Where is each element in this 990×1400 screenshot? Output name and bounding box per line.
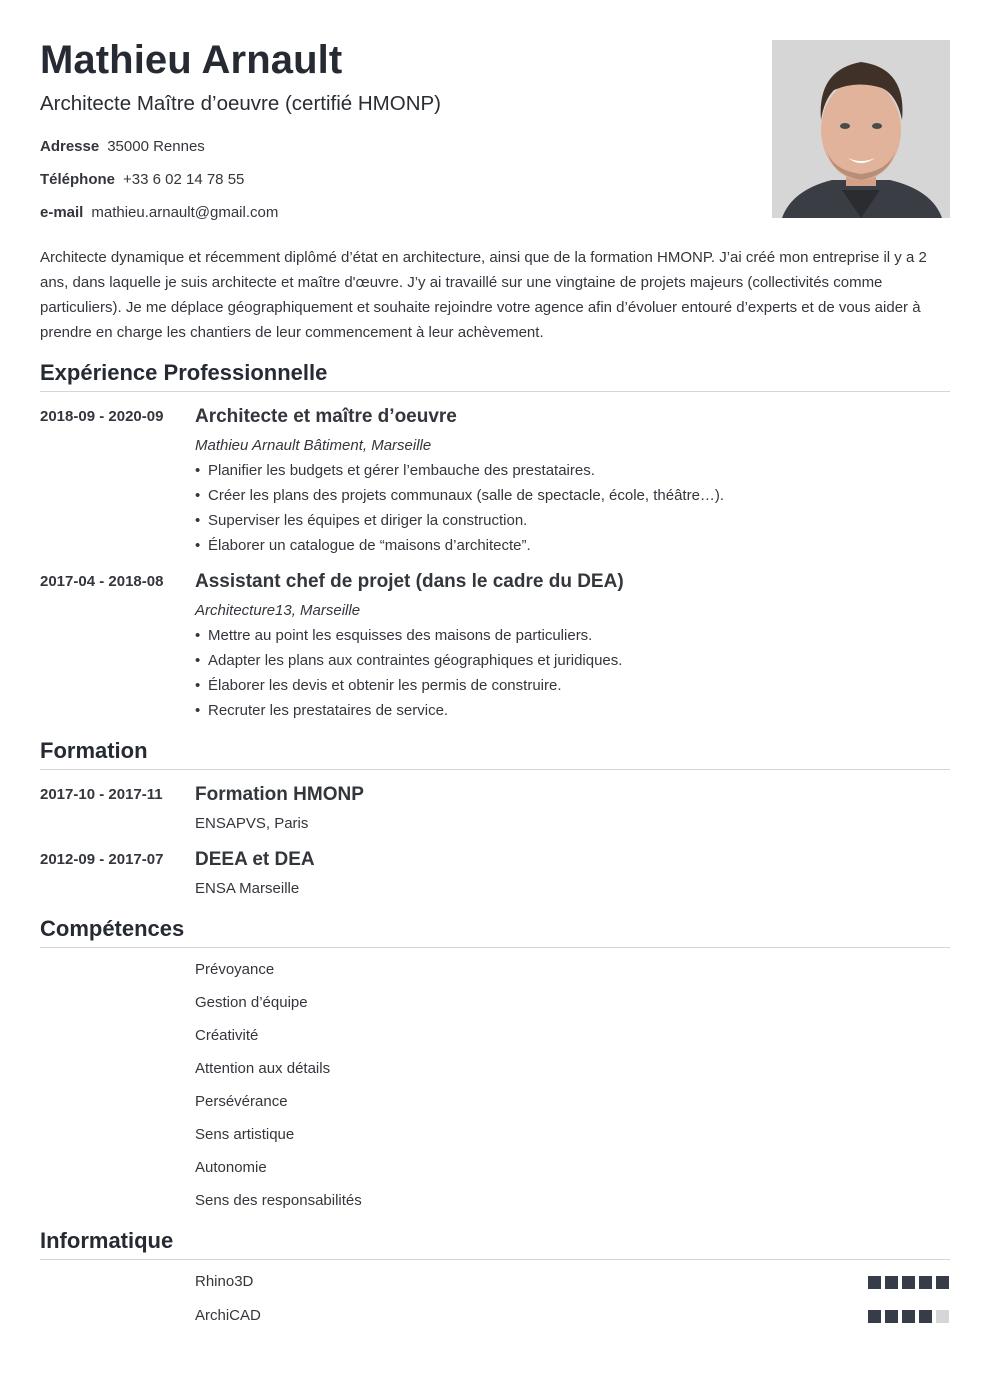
list-item-text: Recruter les prestataires de service. xyxy=(208,702,449,719)
contact-address xyxy=(40,138,205,156)
list-item xyxy=(195,673,950,698)
section-heading-education: Formation xyxy=(40,738,950,770)
rating-square-filled-icon xyxy=(902,1310,915,1323)
skill-item: Sens des responsabilités xyxy=(195,1192,362,1209)
bullet-icon: • xyxy=(195,487,201,504)
list-item-text: Superviser les équipes et diriger la construction. xyxy=(208,512,528,529)
list-item-text: Adapter les plans aux contraintes géographiques et juridiques. xyxy=(208,652,623,669)
entry-date: 2017-04 - 2018-08 xyxy=(40,573,164,590)
skill-item: Autonomie xyxy=(195,1159,267,1176)
list-item-text: Créer les plans des projets communaux (salle de spectacle, école, théâtre…). xyxy=(208,487,725,504)
contact-phone xyxy=(40,171,244,189)
contact-label: Adresse xyxy=(40,138,100,155)
entry-school: ENSAPVS, Paris xyxy=(195,815,309,832)
skill-item: Prévoyance xyxy=(195,961,275,978)
software-item xyxy=(195,1273,950,1291)
bullet-icon: • xyxy=(195,652,201,669)
software-name: ArchiCAD xyxy=(195,1307,261,1324)
candidate-name: Mathieu Arnault xyxy=(40,38,343,82)
contact-value: 35000 Rennes xyxy=(107,138,205,155)
entry-body xyxy=(195,783,950,836)
entry-company: Mathieu Arnault Bâtiment, Marseille xyxy=(195,437,432,454)
portrait-icon xyxy=(772,40,950,218)
bullet-icon: • xyxy=(195,677,201,694)
list-item xyxy=(195,698,950,723)
list-item xyxy=(195,458,950,483)
contact-label: Téléphone xyxy=(40,171,116,188)
entry-bullets xyxy=(195,458,950,558)
entry-date: 2018-09 - 2020-09 xyxy=(40,408,164,425)
rating-square-filled-icon xyxy=(902,1276,915,1289)
software-item xyxy=(195,1307,950,1325)
contact-value: +33 6 02 14 78 55 xyxy=(123,171,245,188)
bullet-icon: • xyxy=(195,537,201,554)
skill-item: Persévérance xyxy=(195,1093,288,1110)
rating-square-filled-icon xyxy=(868,1310,881,1323)
skill-item: Gestion d’équipe xyxy=(195,994,308,1011)
bullet-icon: • xyxy=(195,702,201,719)
list-item-text: Planifier les budgets et gérer l’embauche des prestataires. xyxy=(208,462,595,479)
rating-square-filled-icon xyxy=(868,1276,881,1289)
bullet-icon: • xyxy=(195,512,201,529)
rating-square-filled-icon xyxy=(885,1310,898,1323)
skill-rating xyxy=(868,1310,949,1323)
software-name: Rhino3D xyxy=(195,1273,254,1290)
rating-square-filled-icon xyxy=(936,1276,949,1289)
bullet-icon: • xyxy=(195,462,201,479)
entry-bullets xyxy=(195,623,950,723)
entry-degree: DEEA et DEA xyxy=(195,849,315,870)
resume-header xyxy=(40,0,950,235)
rating-square-empty-icon xyxy=(936,1310,949,1323)
section-heading-software: Informatique xyxy=(40,1228,950,1260)
list-item xyxy=(195,648,950,673)
list-item-text: Élaborer les devis et obtenir les permis de construire. xyxy=(208,677,562,694)
contact-email xyxy=(40,204,278,222)
entry-body xyxy=(195,405,950,558)
candidate-title: Architecte Maître d’oeuvre (certifié HMONP) xyxy=(40,92,442,115)
entry-body xyxy=(195,570,950,723)
entry-role: Architecte et maître d’oeuvre xyxy=(195,406,457,427)
section-heading-skills: Compétences xyxy=(40,916,950,948)
entry-school: ENSA Marseille xyxy=(195,880,300,897)
contact-label: e-mail xyxy=(40,204,84,221)
rating-square-filled-icon xyxy=(885,1276,898,1289)
rating-square-filled-icon xyxy=(919,1310,932,1323)
list-item xyxy=(195,623,950,648)
resume-page xyxy=(40,0,950,1324)
profile-photo xyxy=(772,40,950,218)
bullet-icon: • xyxy=(195,627,201,644)
skill-item: Sens artistique xyxy=(195,1126,295,1143)
entry-date: 2017-10 - 2017-11 xyxy=(40,786,163,803)
entry-body xyxy=(195,848,950,901)
list-item xyxy=(195,508,950,533)
rating-square-filled-icon xyxy=(919,1276,932,1289)
skill-rating xyxy=(868,1276,949,1289)
entry-company: Architecture13, Marseille xyxy=(195,602,361,619)
list-item xyxy=(195,483,950,508)
list-item-text: Élaborer un catalogue de “maisons d’architecte”. xyxy=(208,537,531,554)
section-heading-experience: Expérience Professionnelle xyxy=(40,360,950,392)
entry-date: 2012-09 - 2017-07 xyxy=(40,851,164,868)
profile-summary: Architecte dynamique et récemment diplômé d’état en architecture, ainsi que de la formation HMONP. J’ai créé mon entreprise il y a 2 ans, dans laquelle je suis architecte et maître d'œuvre. J’y ai travaillé sur une vingtaine de projets majeurs (collectivités comme particuliers). Je me déplace géographiquement et souhaite rejoindre votre agence afin d’évoluer entouré d’experts et de vous aider à prendre en charge les chantiers de leur commencement à leur achèvement. xyxy=(40,249,927,341)
contact-value: mathieu.arnault@gmail.com xyxy=(91,204,279,221)
list-item xyxy=(195,533,950,558)
entry-degree: Formation HMONP xyxy=(195,784,364,805)
list-item-text: Mettre au point les esquisses des maisons de particuliers. xyxy=(208,627,593,644)
skill-item: Créativité xyxy=(195,1027,259,1044)
entry-role: Assistant chef de projet (dans le cadre du DEA) xyxy=(195,571,624,592)
skill-item: Attention aux détails xyxy=(195,1060,331,1077)
